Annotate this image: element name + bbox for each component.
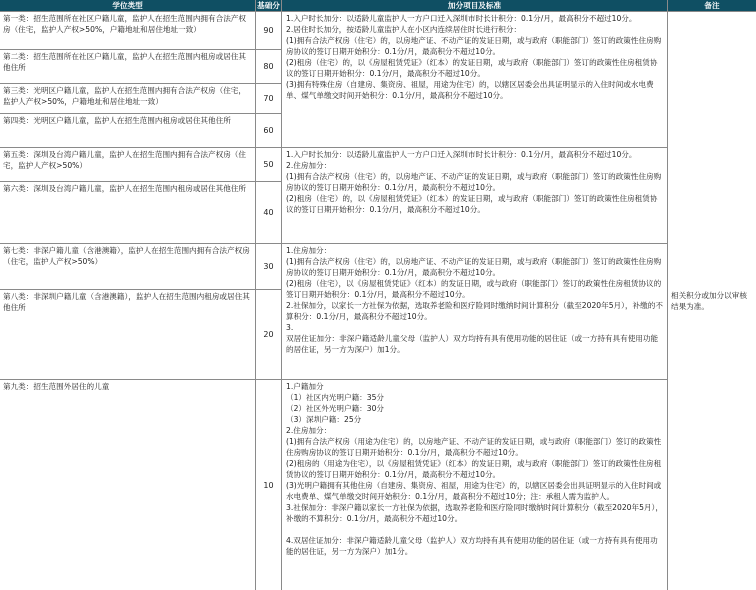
header-note: 备注	[668, 0, 756, 11]
base-score-cell: 80	[256, 50, 282, 84]
category-cell: 第九类：招生范围外居住的儿童	[0, 380, 256, 590]
note-cell	[668, 12, 756, 590]
category-cell: 第二类：招生范围所在社区户籍儿童，监护人在招生范围内租房或居住其他住所	[0, 50, 256, 84]
category-cell: 第六类：深圳及台湾户籍儿童，监护人在招生范围内租房或居住其他住所	[0, 182, 256, 244]
base-score-cell: 50	[256, 148, 282, 182]
category-cell: 第一类：招生范围所在社区户籍儿童，监护人在招生范围内拥有合法产权房（住宅，监护人产权>50%，户籍地址和居住地址一致）	[0, 12, 256, 50]
category-cell: 第八类：非深圳户籍儿童（含港澳籍），监护人在招生范围内租房或居住其他住所	[0, 290, 256, 380]
base-score-cell: 70	[256, 84, 282, 114]
base-score-cell: 30	[256, 244, 282, 290]
rules-block-categories-7-8: 1.住房加分： (1)拥有合法产权房（住宅）的，以房地产证、不动产证的发证日期，或与政府（职能部门）签订的政策性住房购房协议的签订日期开始积分：0.1分/月，最高积分不超过10分。 (2)租房（住宅），以《房屋租赁凭证》（红本）的发证日期，或与政府（职能部门）签订的政策性住房租赁协议的签订日期开始积分：0.1分/月，最高积分不超过10分。 2.社保加分，以家长一方社保为依据，选取养老险和医疗险同时缴纳时间计算积分（截至2020年5月），补缴的不算积分：0.1分/月，最高积分不超过10分。 3. 双居住证加分：非深户籍适龄儿童父母（监护人）双方均持有具有使用功能的居住证（或一方持有具有使用功能的居住证，另一方为深户）加1分。	[282, 244, 668, 380]
category-cell: 第五类：深圳及台湾户籍儿童，监护人在招生范围内拥有合法产权房（住宅，监护人产权>50%）	[0, 148, 256, 182]
category-cell: 第七类：非深户籍儿童（含港澳籍），监护人在招生范围内拥有合法产权房（住宅，监护人产权>50%）	[0, 244, 256, 290]
base-score-cell: 10	[256, 380, 282, 590]
header-category: 学位类型	[0, 0, 256, 11]
base-score-cell: 20	[256, 290, 282, 380]
base-score-cell: 90	[256, 12, 282, 50]
base-score-cell: 60	[256, 114, 282, 148]
category-cell: 第三类：光明区户籍儿童，监护人在招生范围内拥有合法产权房（住宅，监护人产权>50%，户籍地址和居住地址一致）	[0, 84, 256, 114]
category-cell: 第四类：光明区户籍儿童，监护人在招生范围内租房或居住其他住所	[0, 114, 256, 148]
rules-block-categories-1-4: 1.入户时长加分：以适龄儿童监护人一方户口迁入深圳市时长计积分：0.1分/月，最高积分不超过10分。 2.居住时长加分，按适龄儿童监护人在小区内连续居住时长进行积分： (1)拥有合法产权房（住宅）的，以房地产证、不动产证的发证日期，或与政府（职能部门）签订的政策性住房购房协议的签订日期开始积分：0.1分/月，最高积分不超过10分。 (2)租房（住宅）的，以《房屋租赁凭证》（红本）的发证日期，或与政府（职能部门）签订的政策性住房租赁协议的签订日期开始积分：0.1分/月，最高积分不超过10分。 (3)拥有特殊住房（自建房、集资房、祖屋，用途为住宅）的，以辖区居委会出具证明显示的入住时间或水电费单、煤气单缴交时间开始积分：0.1分/月，最高积分不超过10分。	[282, 12, 668, 148]
note-text: 相关积分或加分以审核结果为准。	[671, 291, 747, 311]
rules-block-category-9: 1.户籍加分 （1）社区内光明户籍：35分 （2）社区外光明户籍：30分 （3）深圳户籍：25分 2.住房加分： (1)拥有合法产权房（用途为住宅）的，以房地产证、不动产证的发证日期，或与政府（职能部门）签订的政策性住房购房协议的签订日期开始积分：0.1分/月，最高积分不超过10分。 (2)租房的（用途为住宅），以《房屋租赁凭证》（红本）的发证日期，或与政府（职能部门）签订的政策性住房租赁协议的签订日期开始积分：0.1分/月，最高积分不超过10分。 (3)光明户籍拥有其他住房（自建房、集资房、祖屋，用途为住宅）的，以辖区居委会出具证明显示的入住时间或水电费单、煤气单缴交时间开始积分：0.1分/月，最高积分不超过10分；注：承租人需为监护人。 3.社保加分：非深户籍以家长一方社保为依据，选取养老险和医疗险同时缴纳时间计算积分（截至2020年5月），补缴的不算积分：0.1分/月，最高积分不超过10分。 4.双居住证加分：非深户籍适龄儿童父母（监护人）双方均持有具有使用功能的居住证（或一方持有具有使用功能的居住证，另一方为深户）加1分。	[282, 380, 668, 590]
rules-block-categories-5-6: 1.入户时长加分：以适龄儿童监护人一方户口迁入深圳市时长计积分：0.1分/月，最高积分不超过10分。 2.住房加分： (1)拥有合法产权房（住宅）的，以房地产证、不动产证的发证日期，或与政府（职能部门）签订的政策性住房购房协议的签订日期开始积分：0.1分/月，最高积分不超过10分。 (2)租房（住宅）的，以《房屋租赁凭证》（红本）的发证日期，或与政府（职能部门）签订的政策性住房租赁协议的签订日期开始积分：0.1分/月，最高积分不超过10分。	[282, 148, 668, 244]
header-base-score: 基础分	[256, 0, 282, 11]
header-rules: 加分项目及标准	[282, 0, 668, 11]
base-score-cell: 40	[256, 182, 282, 244]
